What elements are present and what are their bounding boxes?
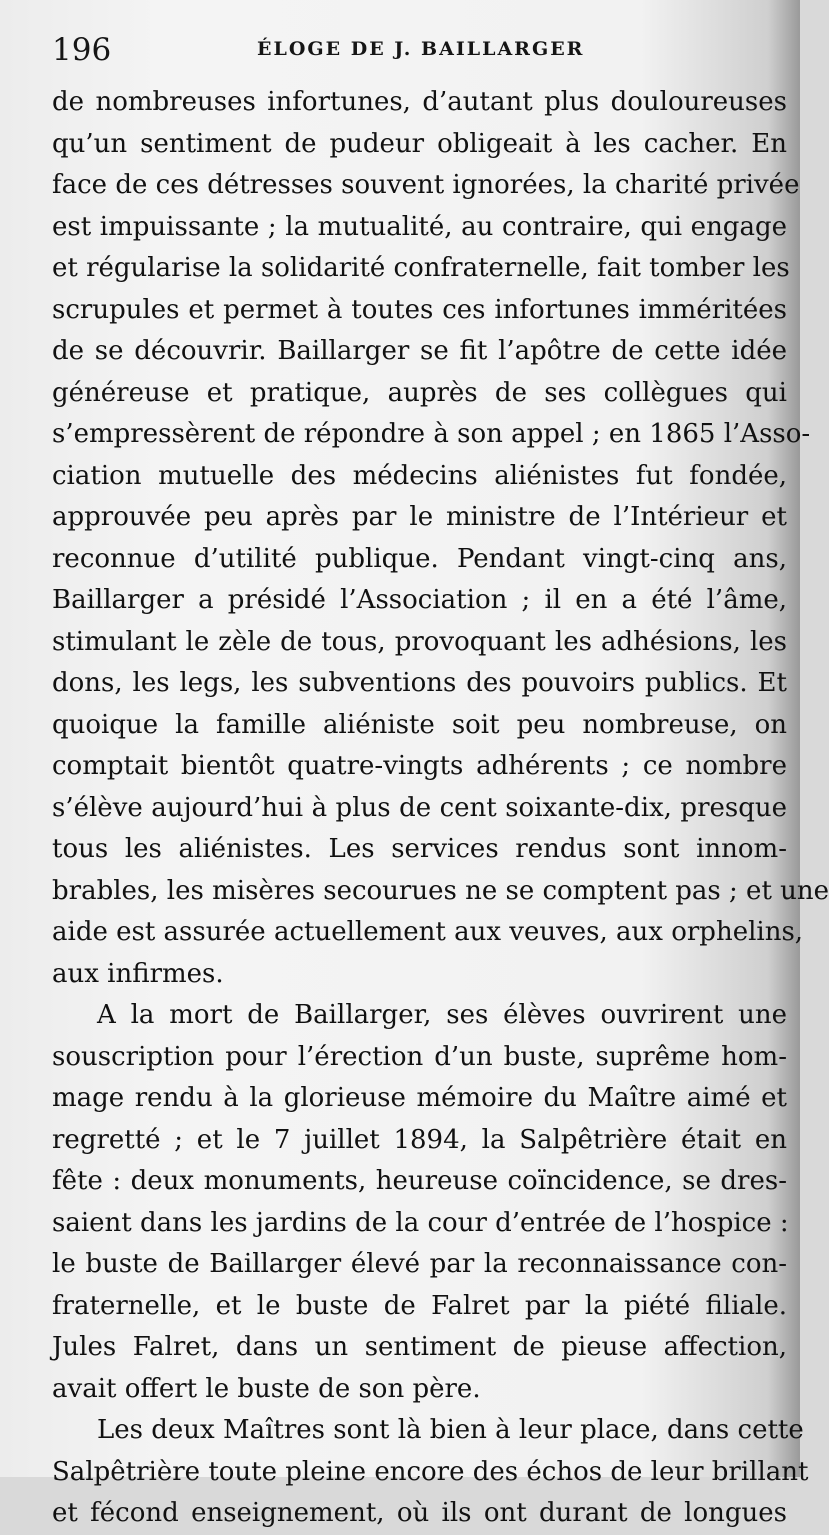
text-line: ciation mutuelle des médecins aliénistes fut fondée, bbox=[52, 460, 787, 491]
text-line: avait offert le buste de son père. bbox=[52, 1373, 481, 1404]
text-line: aide est assurée actuellement aux veuves, aux orphelins, bbox=[52, 917, 804, 947]
text-line: regretté ; et le 7 juillet 1894, la Salpêtrière était en bbox=[52, 1124, 787, 1155]
text-line: le buste de Baillarger élevé par la reconnaissance con- bbox=[52, 1249, 787, 1279]
text-line: de se découvrir. Baillarger se fit l’apôtre de cette idée bbox=[52, 336, 787, 366]
text-line: généreuse et pratique, auprès de ses collègues qui bbox=[52, 377, 787, 408]
text-line: s’empressèrent de répondre à son appel ; en 1865 l’Asso- bbox=[52, 419, 811, 449]
text-line: A la mort de Baillarger, ses élèves ouvrirent une bbox=[97, 1000, 787, 1030]
text-line: et régularise la solidarité confraternelle, fait tomber les bbox=[52, 253, 790, 283]
text-line: s’élève aujourd’hui à plus de cent soixante-dix, presque bbox=[52, 792, 787, 823]
text-line: approuvée peu après par le ministre de l’Intérieur et bbox=[52, 502, 787, 532]
page-number: 196 bbox=[52, 32, 112, 68]
running-title: ÉLOGE DE J. BAILLARGER bbox=[257, 38, 585, 60]
page-header bbox=[52, 30, 780, 70]
text-line: Jules Falret, dans un sentiment de pieuse affection, bbox=[52, 1332, 787, 1362]
text-line: scrupules et permet à toutes ces infortunes imméritées bbox=[52, 294, 787, 325]
text-line: fête : deux monuments, heureuse coïncidence, se dres- bbox=[52, 1166, 787, 1196]
text-line: face de ces détresses souvent ignorées, la charité privée bbox=[52, 170, 800, 200]
body-text bbox=[52, 82, 829, 1535]
text-line: Baillarger a présidé l’Association ; il en a été l’âme, bbox=[52, 585, 787, 615]
text-line: qu’un sentiment de pudeur obligeait à les cacher. En bbox=[52, 128, 787, 159]
text-line: dons, les legs, les subventions des pouvoirs publics. Et bbox=[52, 668, 787, 698]
text-line: souscription pour l’érection d’un buste, suprême hom- bbox=[52, 1041, 787, 1072]
text-line: saient dans les jardins de la cour d’entrée de l’hospice : bbox=[52, 1207, 789, 1238]
text-line: aux infirmes. bbox=[52, 958, 224, 989]
text-line: stimulant le zèle de tous, provoquant les adhésions, les bbox=[52, 626, 787, 657]
text-line: quoique la famille aliéniste soit peu nombreuse, on bbox=[52, 709, 787, 740]
text-line: et fécond enseignement, où ils ont durant de longues bbox=[52, 1498, 787, 1528]
text-line: de nombreuses infortunes, d’autant plus douloureuses bbox=[52, 87, 787, 117]
text-line: fraternelle, et le buste de Falret par la piété filiale. bbox=[52, 1290, 787, 1321]
text-line: Salpêtrière toute pleine encore des échos de leur brillant bbox=[52, 1456, 809, 1487]
text-line: mage rendu à la glorieuse mémoire du Maître aimé et bbox=[52, 1083, 787, 1113]
text-line: Les deux Maîtres sont là bien à leur place, dans cette bbox=[97, 1415, 804, 1445]
text-line: comptait bientôt quatre-vingts adhérents ; ce nombre bbox=[52, 751, 787, 781]
text-line: est impuissante ; la mutualité, au contraire, qui engage bbox=[52, 211, 787, 242]
text-line: tous les aliénistes. Les services rendus sont innom- bbox=[52, 834, 787, 864]
text-line: reconnue d’utilité publique. Pendant vingt-cinq ans, bbox=[52, 543, 787, 574]
text-line: brables, les misères secourues ne se comptent pas ; et une bbox=[52, 875, 829, 906]
